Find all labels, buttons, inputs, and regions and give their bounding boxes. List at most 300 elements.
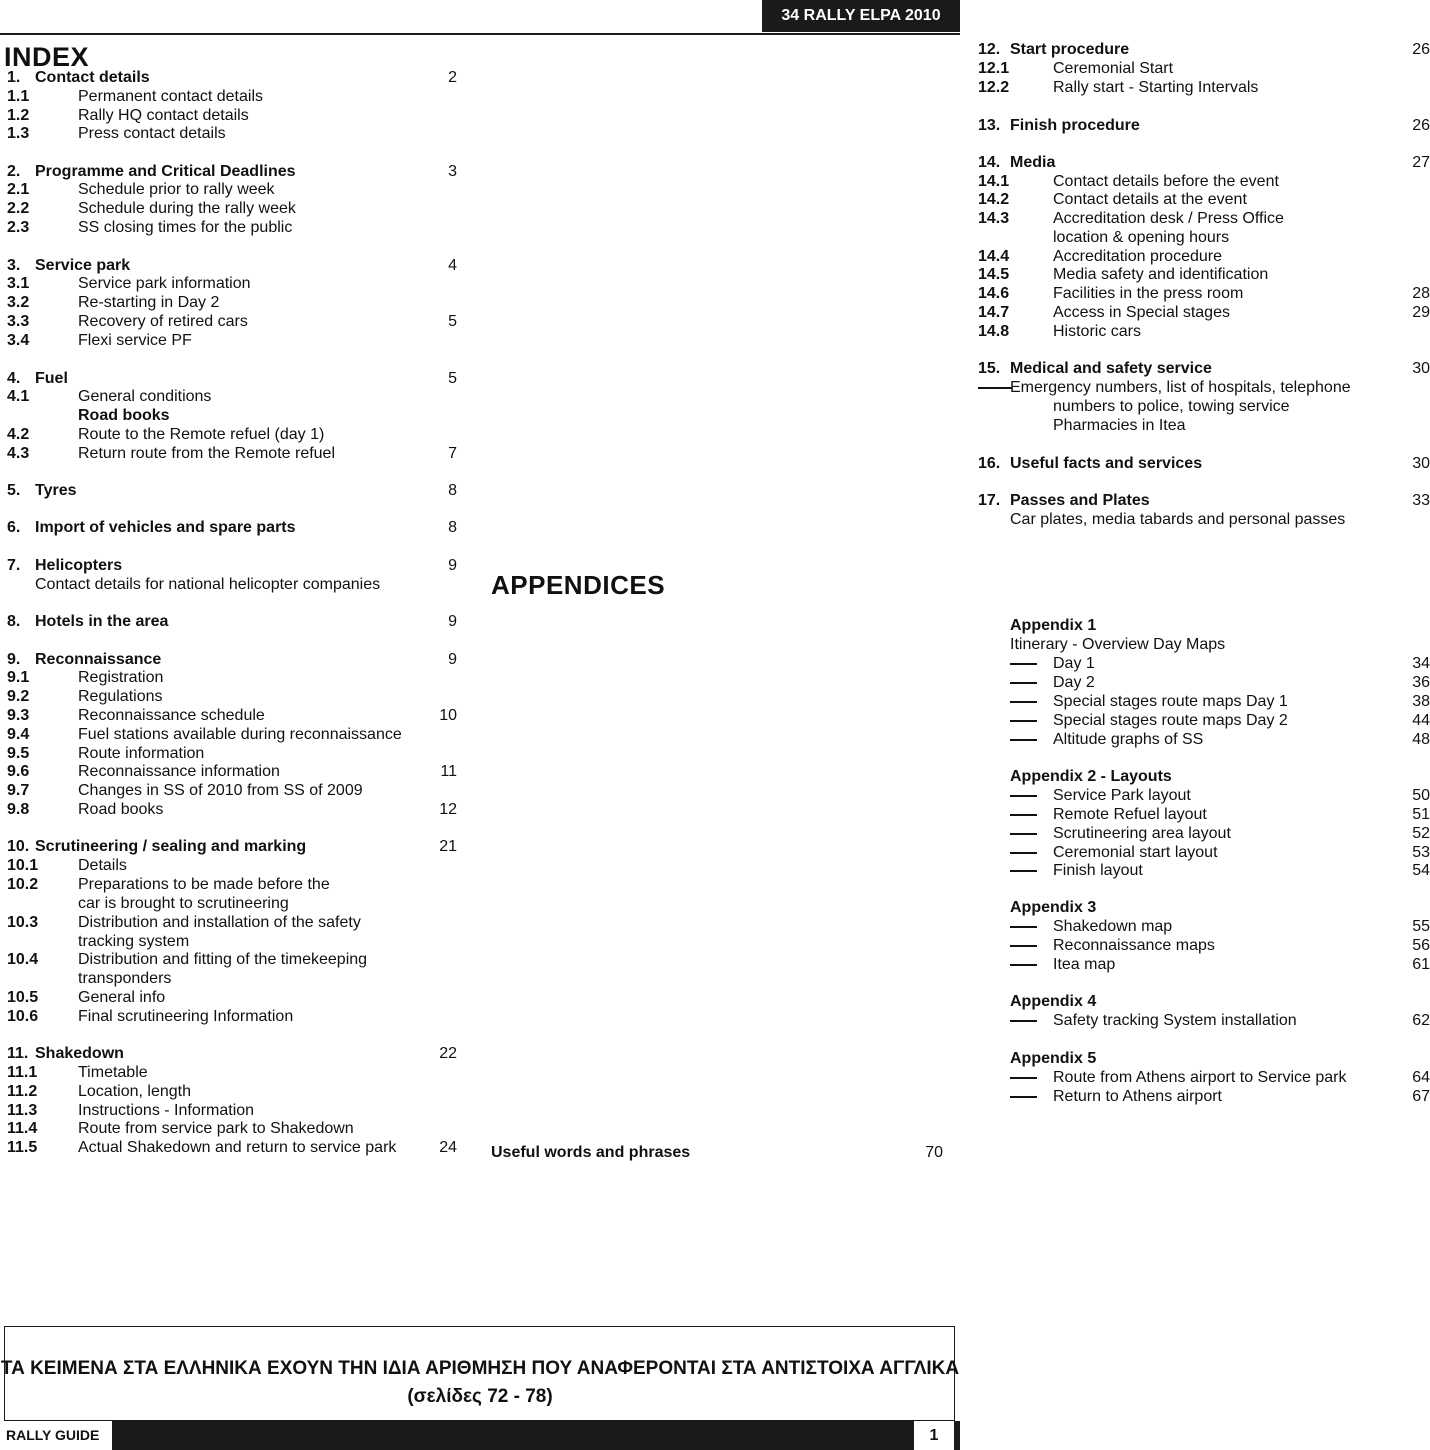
index-entry[interactable] [7,274,457,293]
appendix-entry[interactable] [1010,917,1430,936]
entry-title: Reconnaissance [35,651,162,668]
entry-title: Service park [35,257,131,274]
index-entry[interactable] [978,116,1430,135]
entry-number: 2.2 [7,200,30,217]
entry-number: 4. [7,370,21,387]
entry-number: 13. [978,117,1001,134]
entry-page: 9 [448,557,457,574]
index-entry[interactable] [978,228,1430,247]
entry-title: General info [78,989,166,1006]
entry-page: 9 [448,651,457,668]
entry-title: Accreditation desk / Press Office [1053,210,1284,227]
entry-title: Re-starting in Day 2 [78,294,220,311]
entry-number: 14.2 [978,191,1010,208]
index-entry[interactable] [978,209,1430,228]
index-entry[interactable] [7,199,457,218]
index-entry[interactable] [978,190,1430,209]
entry-title: Fuel stations available during reconnaissance [78,726,402,743]
entry-number: 12.2 [978,79,1010,96]
entry-number: 10.4 [7,951,39,968]
entry-page: 5 [448,313,457,330]
appendix-title: Special stages route maps Day 1 [1053,693,1288,710]
entry-number: 9.5 [7,745,30,762]
index-entry[interactable] [978,359,1430,378]
entry-title: Shakedown [35,1045,124,1062]
index-entry[interactable] [7,1044,457,1063]
entry-title: Reconnaissance information [78,763,280,780]
entry-number: 9.1 [7,669,30,686]
appendix-title: Appendix 3 [1010,899,1097,916]
entry-title: Distribution and fitting of the timekeeping [78,951,368,968]
appendix-title: Remote Refuel layout [1053,806,1207,823]
entry-number: 9.8 [7,801,30,818]
dash-bullet [1010,720,1037,722]
entry-page: 29 [1412,304,1430,321]
index-entry[interactable] [7,725,457,744]
entry-title: Route from service park to Shakedown [78,1120,354,1137]
index-entry[interactable] [7,518,457,537]
entry-title: Car plates, media tabards and personal passes [1010,511,1346,528]
entry-number: 2. [7,163,21,180]
appendix-page: 50 [1412,787,1430,804]
appendix-page: 64 [1412,1069,1430,1086]
entry-page: 2 [448,69,457,86]
index-entry[interactable] [978,397,1430,416]
appendix-page: 51 [1412,806,1430,823]
index-entry[interactable] [7,106,457,125]
appendix-title: Service Park layout [1053,787,1191,804]
index-entry[interactable] [978,59,1430,78]
index-entry[interactable] [978,303,1430,322]
entry-number: 2.1 [7,181,30,198]
index-entry[interactable] [7,762,457,781]
index-entry[interactable] [7,312,457,331]
entry-number: 10.6 [7,1008,39,1025]
appendix-heading [1010,767,1430,786]
index-entry[interactable] [978,510,1430,529]
entry-title: Accreditation procedure [1053,248,1222,265]
index-entry[interactable] [7,1101,457,1120]
entry-number: 14.3 [978,210,1010,227]
entry-title: Programme and Critical Deadlines [35,163,296,180]
entry-number: 11. [7,1045,29,1062]
entry-page: 12 [439,801,457,818]
dash-bullet [1010,701,1037,703]
entry-page: 28 [1412,285,1430,302]
entry-title: Final scrutineering Information [78,1008,294,1025]
entry-title: Passes and Plates [1010,492,1150,509]
appendix-heading [1010,898,1430,917]
appendix-title: Finish layout [1053,862,1143,879]
index-entry[interactable] [7,687,457,706]
appendix-page: 54 [1412,862,1430,879]
index-entry[interactable] [7,162,457,181]
entry-title: Historic cars [1053,323,1142,340]
index-entry[interactable] [7,1119,457,1138]
appendix-page: 61 [1412,956,1430,973]
entry-title: Road books [78,407,170,424]
dash-bullet [1010,852,1037,854]
appendix-entry[interactable] [1010,1011,1430,1030]
entry-title: Changes in SS of 2010 from SS of 2009 [78,782,363,799]
entry-number: 11.3 [7,1102,38,1119]
entry-title: Media [1010,154,1056,171]
index-entry[interactable] [7,894,457,913]
index-entry[interactable] [7,387,457,406]
index-entry[interactable] [7,913,457,932]
entry-number: 3. [7,257,21,274]
entry-number: 2.3 [7,219,30,236]
appendix-heading [1010,1049,1430,1068]
entry-title: Medical and safety service [1010,360,1212,377]
entry-page: 4 [448,257,457,274]
appendix-title: Appendix 1 [1010,617,1097,634]
entry-title: Permanent contact details [78,88,263,105]
index-entry[interactable] [7,556,457,575]
index-entry[interactable] [7,800,457,819]
appendix-title: Day 1 [1053,655,1095,672]
entry-title: tracking system [78,933,190,950]
entry-number: 11.2 [7,1083,38,1100]
entry-title: Regulations [78,688,163,705]
appendix-title: Route from Athens airport to Service park [1053,1069,1347,1086]
appendix-title: Itea map [1053,956,1116,973]
entry-number: 4.1 [7,388,30,405]
dash-bullet [1010,926,1037,928]
entry-number: 1. [7,69,21,86]
entry-number: 14.6 [978,285,1010,302]
entry-number: 9.7 [7,782,30,799]
index-entry[interactable] [7,575,457,594]
entry-number: 17. [978,492,1001,509]
index-entry[interactable] [7,969,457,988]
entry-title: Access in Special stages [1053,304,1230,321]
appendix-page: 34 [1412,655,1430,672]
entry-title: Location, length [78,1083,191,1100]
index-entry[interactable] [978,78,1430,97]
entry-number: 10.3 [7,914,39,931]
appendix-title: Appendix 5 [1010,1050,1097,1067]
appendix-title: Return to Athens airport [1053,1088,1222,1105]
entry-page: 21 [439,838,457,855]
entry-page: 30 [1412,455,1430,472]
entry-page: 26 [1412,41,1430,58]
entry-title: Facilities in the press room [1053,285,1244,302]
appendix-entry[interactable] [1010,805,1430,824]
entry-title: Schedule prior to rally week [78,181,275,198]
index-entry[interactable] [978,322,1430,341]
index-entry[interactable] [7,875,457,894]
entry-title: Start procedure [1010,41,1130,58]
appendix-entry[interactable] [1010,1068,1430,1087]
appendix-title: Ceremonial start layout [1053,844,1218,861]
index-entry[interactable] [7,706,457,725]
appendix-title: Scrutineering area layout [1053,825,1231,842]
dash-bullet [1010,1096,1037,1098]
index-entry[interactable] [978,172,1430,191]
dash-bullet [1010,964,1037,966]
dash-bullet [1010,739,1037,741]
appendix-heading [1010,616,1430,635]
index-entry[interactable] [978,284,1430,303]
index-entry[interactable] [7,87,457,106]
entry-title: General conditions [78,388,212,405]
index-entry[interactable] [7,1007,457,1026]
entry-number: 4.2 [7,426,30,443]
appendix-page: 48 [1412,731,1430,748]
appendix-entry[interactable] [1010,1087,1430,1106]
index-entry[interactable] [7,744,457,763]
appendix-title: Shakedown map [1053,918,1173,935]
appendix-entry[interactable] [1010,955,1430,974]
entry-number: 9. [7,651,21,668]
index-entry[interactable] [978,491,1430,510]
appendix-page: 55 [1412,918,1430,935]
entry-number: 9.4 [7,726,30,743]
index-entry[interactable] [7,781,457,800]
entry-number: 10. [7,838,30,855]
entry-title: Timetable [78,1064,148,1081]
entry-title: Preparations to be made before the [78,876,330,893]
entry-title: Helicopters [35,557,123,574]
appendix-entry[interactable] [1010,861,1430,880]
entry-title: Media safety and identification [1053,266,1269,283]
entry-title: Reconnaissance schedule [78,707,265,724]
dash-bullet [1010,1020,1037,1022]
entry-number: 10.1 [7,857,39,874]
entry-title: Flexi service PF [78,332,192,349]
index-entry[interactable] [7,668,457,687]
entry-page: 10 [439,707,457,724]
index-entry[interactable] [7,1063,457,1082]
index-entry[interactable] [7,369,457,388]
notice-line-2: (σελίδες 72 - 78) [407,1386,553,1407]
useful-words-page: 70 [925,1144,943,1161]
entry-title: car is brought to scrutineering [78,895,289,912]
entry-page: 33 [1412,492,1430,509]
useful-words-entry[interactable] [491,1143,951,1162]
entry-title: Route to the Remote refuel (day 1) [78,426,325,443]
entry-number: 7. [7,557,21,574]
dash-bullet [1010,1077,1037,1079]
entry-title: Registration [78,669,164,686]
entry-title: numbers to police, towing service [1053,398,1290,415]
entry-title: Fuel [35,370,68,387]
index-entry[interactable] [7,856,457,875]
appendix-page: 56 [1412,937,1430,954]
index-title: INDEX [4,42,90,72]
entry-number: 9.3 [7,707,30,724]
index-entry[interactable] [7,988,457,1007]
index-entry[interactable] [978,247,1430,266]
appendix-entry[interactable] [1010,635,1430,654]
index-entry[interactable] [7,950,457,969]
entry-number: 11.1 [7,1064,38,1081]
appendix-entry[interactable] [1010,936,1430,955]
entry-number: 16. [978,455,1001,472]
index-entry[interactable] [7,256,457,275]
entry-title: Route information [78,745,205,762]
appendix-entry[interactable] [1010,843,1430,862]
entry-number: 10.2 [7,876,39,893]
entry-page: 24 [439,1139,457,1156]
entry-number: 8. [7,613,21,630]
entry-title: Useful facts and services [1010,455,1203,472]
appendix-title: Appendix 4 [1010,993,1097,1010]
entry-number: 6. [7,519,21,536]
index-entry[interactable] [978,40,1430,59]
appendix-heading [1010,992,1430,1011]
entry-number: 14.8 [978,323,1010,340]
appendix-page: 36 [1412,674,1430,691]
index-entry[interactable] [7,932,457,951]
entry-title: location & opening hours [1053,229,1230,246]
appendix-title: Special stages route maps Day 2 [1053,712,1288,729]
appendix-title: Appendix 2 - Layouts [1010,768,1172,785]
entry-number: 3.3 [7,313,30,330]
index-entry[interactable] [978,153,1430,172]
footer-page-number: 1 [914,1421,954,1450]
entry-page: 11 [440,763,457,780]
dash-bullet [1010,833,1037,835]
entry-title: Return route from the Remote refuel [78,445,336,462]
entry-page: 9 [448,613,457,630]
entry-title: Schedule during the rally week [78,200,296,217]
entry-number: 1.2 [7,107,30,124]
appendix-page: 44 [1412,712,1430,729]
entry-title: Tyres [35,482,77,499]
index-entry[interactable] [7,218,457,237]
dash-bullet [1010,870,1037,872]
entry-number: 9.6 [7,763,30,780]
appendix-page: 53 [1412,844,1430,861]
appendix-entry[interactable] [1010,711,1430,730]
entry-title: Hotels in the area [35,613,169,630]
entry-page: 27 [1412,154,1430,171]
header-banner: 34 RALLY ELPA 2010 [762,0,960,32]
entry-number: 14.5 [978,266,1010,283]
appendix-entry[interactable] [1010,673,1430,692]
entry-title: Ceremonial Start [1053,60,1174,77]
entry-page: 22 [439,1045,457,1062]
index-entry[interactable] [978,378,1430,397]
index-entry[interactable] [978,265,1430,284]
appendix-page: 62 [1412,1012,1430,1029]
footer-bar [0,1421,960,1450]
entry-page: 8 [448,482,457,499]
entry-number: 11.5 [7,1139,38,1156]
index-entry[interactable] [7,444,457,463]
appendix-title: Safety tracking System installation [1053,1012,1297,1029]
footer-label: RALLY GUIDE [0,1421,112,1450]
index-entry[interactable] [7,481,457,500]
appendix-title: Reconnaissance maps [1053,937,1215,954]
entry-title: Scrutineering / sealing and marking [35,838,307,855]
entry-page: 5 [448,370,457,387]
entry-page: 30 [1412,360,1430,377]
appendix-entry[interactable] [1010,786,1430,805]
entry-number: 3.4 [7,332,30,349]
appendix-title: Altitude graphs of SS [1053,731,1204,748]
index-entry[interactable] [978,416,1430,435]
entry-number: 1.1 [7,88,30,105]
index-entry[interactable] [7,68,457,87]
entry-title: Press contact details [78,125,226,142]
entry-title: SS closing times for the public [78,219,293,236]
header-rule [0,33,960,35]
entry-number: 12.1 [978,60,1010,77]
index-entry[interactable] [7,1082,457,1101]
dash-bullet [1010,663,1037,665]
appendix-entry[interactable] [1010,824,1430,843]
appendix-entry[interactable] [1010,654,1430,673]
entry-number: 4.3 [7,445,30,462]
entry-number: 14.4 [978,248,1010,265]
useful-words-label: Useful words and phrases [491,1144,691,1161]
entry-number: 14.7 [978,304,1010,321]
entry-number: 12. [978,41,1001,58]
index-entry[interactable] [7,293,457,312]
entry-number: 15. [978,360,1001,377]
entry-title: Pharmacies in Itea [1053,417,1186,434]
appendix-title: Itinerary - Overview Day Maps [1010,636,1226,653]
appendix-entry[interactable] [1010,730,1430,749]
entry-title: Actual Shakedown and return to service park [78,1139,397,1156]
appendix-page: 38 [1412,693,1430,710]
index-entry[interactable] [978,454,1430,473]
index-entry[interactable] [7,331,457,350]
appendix-title: Day 2 [1053,674,1095,691]
appendices-title: APPENDICES [491,570,666,600]
index-entry[interactable] [7,180,457,199]
index-entry[interactable] [7,650,457,669]
entry-title: Recovery of retired cars [78,313,248,330]
entry-number: 3.2 [7,294,30,311]
entry-number: 10.5 [7,989,39,1006]
index-entry[interactable] [7,1138,457,1157]
entry-number: 3.1 [7,275,30,292]
notice-line-1: ΤΑ ΚΕΙΜΕΝΑ ΣΤΑ ΕΛΛΗΝΙΚΑ ΕΧΟΥΝ ΤΗΝ ΙΔΙΑ ΑΡΙΘΜΗΣΗ ΠΟΥ ΑΝΑΦΕΡΟΝΤΑΙ ΣΤΑ ΑΝΤΙΣΤΟΙΧΑ ΑΓΓΛΙΚΑ [0,1358,960,1379]
index-entry[interactable] [7,612,457,631]
entry-number: 9.2 [7,688,30,705]
entry-number: 1.3 [7,125,30,142]
index-entry[interactable] [7,406,457,425]
entry-title: Contact details before the event [1053,173,1279,190]
appendix-page: 52 [1412,825,1430,842]
entry-title: Instructions - Information [78,1102,255,1119]
entry-title: transponders [78,970,172,987]
entry-number: 14.1 [978,173,1010,190]
entry-title: Contact details at the event [1053,191,1247,208]
appendix-page: 67 [1412,1088,1430,1105]
entry-title: Rally start - Starting Intervals [1053,79,1259,96]
entry-title: Rally HQ contact details [78,107,249,124]
entry-title: Contact details for national helicopter companies [35,576,381,593]
entry-title: Contact details [35,69,150,86]
entry-page: 7 [448,445,457,462]
index-entry[interactable] [7,837,457,856]
index-entry[interactable] [7,425,457,444]
index-entry[interactable] [7,124,457,143]
entry-title: Road books [78,801,164,818]
dash-bullet [1010,945,1037,947]
entry-title: Emergency numbers, list of hospitals, telephone [1010,379,1351,396]
entry-title: Distribution and installation of the safety [78,914,361,931]
appendix-entry[interactable] [1010,692,1430,711]
dash-bullet [1010,682,1037,684]
dash-bullet [1010,795,1037,797]
entry-page: 3 [448,163,457,180]
